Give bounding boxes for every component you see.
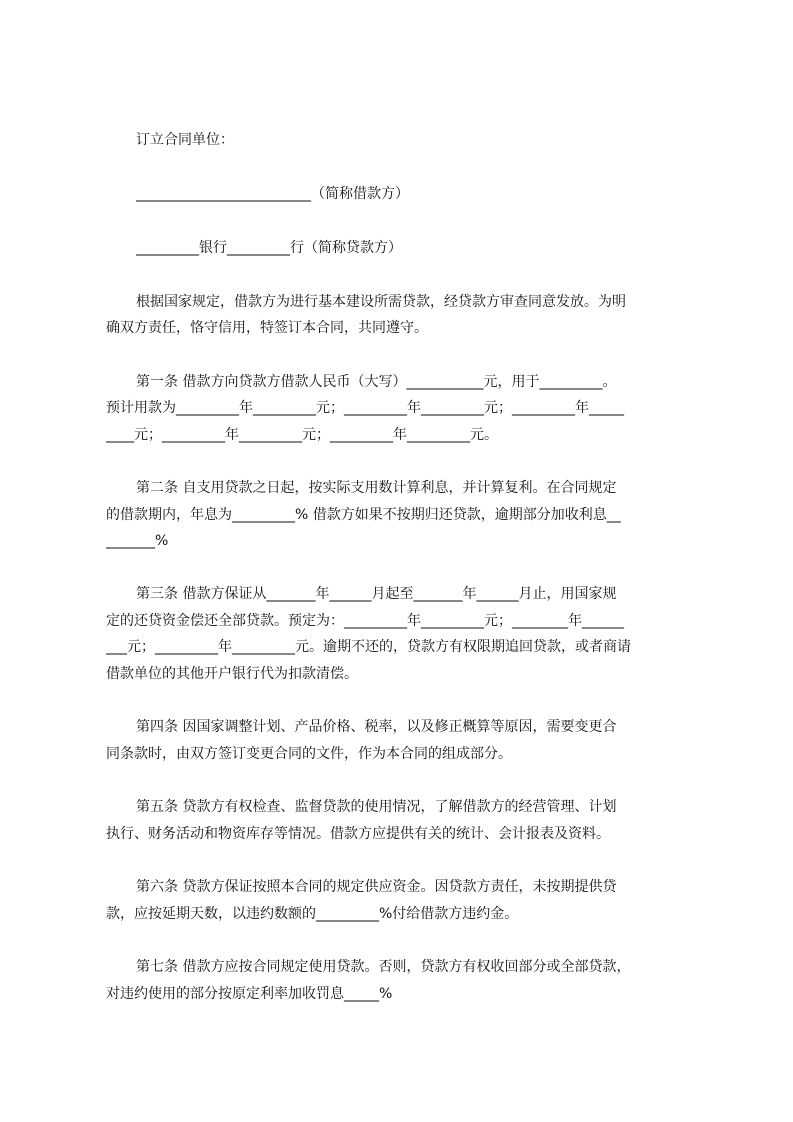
- borrower-line: _________________________（简称借款方）: [136, 186, 409, 202]
- article-2-line-3: _______%: [106, 533, 169, 549]
- article-7-line-1: 第七条 借款方应按合同规定使用贷款。否则，贷款方有权收回部分或全部贷款，: [136, 959, 631, 975]
- preamble-line-2: 确双方责任，恪守信用，特签订本合同，共同遵守。: [106, 320, 428, 336]
- article-3-line-4: 借款单位的其他开户银行代为扣款清偿。: [106, 666, 358, 682]
- article-4-line-2: 同条款时，由双方签订变更合同的文件，作为本合同的组成部分。: [106, 746, 512, 762]
- article-3-line-1: 第三条 借款方保证从_______年______月起至_______年______月止，用国家规: [136, 586, 617, 602]
- article-1-line-2: 预计用款为_________年_________元；_________年_________元；_________年_____: [106, 400, 624, 416]
- lender-line: _________银行_________行（简称贷款方）: [136, 240, 402, 256]
- article-2-line-1: 第二条 自支用贷款之日起，按实际支用数计算利息，并计算复利。在合同规定: [136, 480, 617, 496]
- article-3-line-3: ___元；_________年_________元。逾期不还的，贷款方有权限期追回贷款，或者商请: [106, 639, 631, 655]
- contract-parties-heading: 订立合同单位：: [136, 132, 234, 148]
- article-2-line-2: 的借款期内，年息为_________% 借款方如果不按期归还贷款，逾期部分加收利息__: [106, 507, 621, 523]
- article-6-line-2: 款，应按延期天数，以违约数额的_________%付给借款方违约金。: [106, 906, 519, 922]
- article-1-line-3: ____元；_________年_________元；_________年_________元。: [106, 427, 498, 443]
- article-4-line-1: 第四条 因国家调整计划、产品价格、税率，以及修正概算等原因，需要变更合: [136, 719, 617, 735]
- article-3-line-2: 定的还贷资金偿还全部贷款。预定为：_________年_________元；________年______: [106, 613, 624, 629]
- article-7-line-2: 对违约使用的部分按原定利率加收罚息_____%: [106, 986, 393, 1002]
- article-1-line-1: 第一条 借款方向贷款方借款人民币（大写）___________元，用于_________。: [136, 374, 617, 390]
- preamble-line-1: 根据国家规定，借款方为进行基本建设所需贷款，经贷款方审查同意发放。为明: [136, 294, 626, 310]
- article-5-line-1: 第五条 贷款方有权检查、监督贷款的使用情况，了解借款方的经营管理、计划: [136, 799, 617, 815]
- article-5-line-2: 执行、财务活动和物资库存等情况。借款方应提供有关的统计、会计报表及资料。: [106, 826, 610, 842]
- article-6-line-1: 第六条 贷款方保证按照本合同的规定供应资金。因贷款方责任，未按期提供贷: [136, 879, 617, 895]
